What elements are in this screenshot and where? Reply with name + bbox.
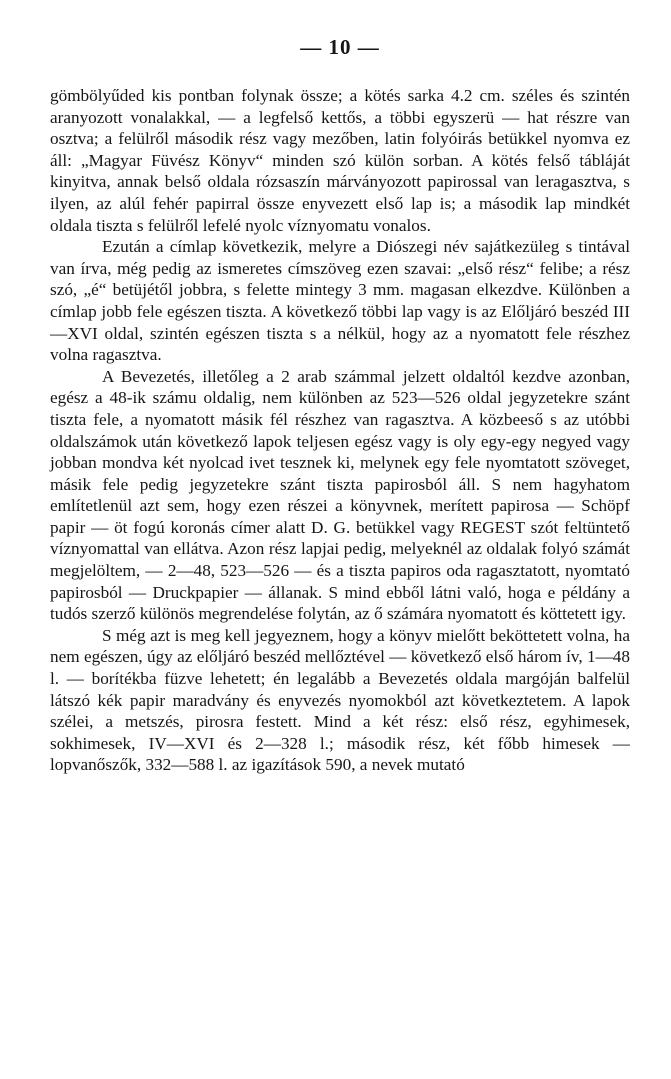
paragraph-1: gömbölyűded kis pontban folynak össze; a kötés sarka 4.2 cm. széles és szintén aranyozott vonalakkal, — a legfelső kettős, a többi egyszerü — hat részre van osztva; a felülről második rész vagy mezőben, latin folyóirás betükkel nyomva ez áll: „Magyar Füvész Könyv“ minden szó külön sorban. A kötés felső tábláját kinyitva, annak belső oldala rózsaszín márványozott papirossal van leragasztva, s ilyen, az alúl fehér papirral össze enyvezett első lap is; a második lap mindkét oldala tiszta s felülről lefelé nyolc víznyomatu vonalos. bbox=[50, 86, 630, 235]
document-page bbox=[50, 33, 630, 776]
paragraph-2: Ezután a címlap következik, melyre a Diószegi név sajátkezüleg s tintával van írva, még pedig az ismeretes címszöveg ezen szavai: „első rész“ felibe; a rész szó, „é“ betüjétől jobbra, s felette mintegy 3 mm. magasan elkezdve. Különben a címlap jobb fele egészen tiszta. A következő többi lap vagy is az Előljáró beszéd III—XVI oldal, szintén egészen tiszta s a nélkül, hogy az a nyomatott fele részhez volna ragasztva. bbox=[50, 237, 630, 365]
page-number: — 10 — bbox=[300, 35, 380, 59]
paragraph-4: S még azt is meg kell jegyeznem, hogy a könyv mielőtt beköttetett volna, ha nem egészen, úgy az előljáró beszéd mellőztével — következő első három ív, 1—48 l. — borítékba füzve lehetett; én legalább a Bevezetés oldala margóján balfelül látszó kék papir maradvány és enyvezés nyomokból azt következtetem. A lapok szélei, a metszés, pirosra festett. Mind a két rész: első rész, egyhimesek, sokhimesek, IV—XVI és 2—328 l.; második rész, két főbb himesek — lopvanőszők, 332—588 l. az igazítások 590, a nevek mutató bbox=[50, 625, 630, 775]
paragraph-3: A Bevezetés, illetőleg a 2 arab számmal jelzett oldaltól kezdve azonban, egész a 48-ik számu oldalig, nem különben az 523—526 oldal jegyzetekre szánt tiszta fele, a nyomatott másik fél részhez van ragasztva. A közbeeső s az utóbbi oldalszámok után következő lapok teljesen egész vagy is oly egy-egy negyed vagy jobban mondva két nyolcad ivet tesznek ki, melynek egy fele nyomtatott szöveget, másik fele pedig jegyzetekre szánt tiszta papirosból áll. S nem hagyhatom említetlenül azt sem, hogy ezen részei a könyvnek, merített papirosa — Schöpf papir — öt fogú koronás címer alatt D. G. betükkel vagy REGEST szót feltüntető víznyomattal van ellátva. Azon rész lapjai pedig, melyeknél az oldalak folyó számát megjelöltem, — 2—48, 523—526 — és a tiszta papiros oda ragasztatott, nyomtató papirosból — Druckpapier — állanak. S mind ebből látni való, hoga e példány a tudós szerző különös megrendelése folytán, az ő számára nyomatott és köttetett igy. bbox=[50, 366, 630, 624]
